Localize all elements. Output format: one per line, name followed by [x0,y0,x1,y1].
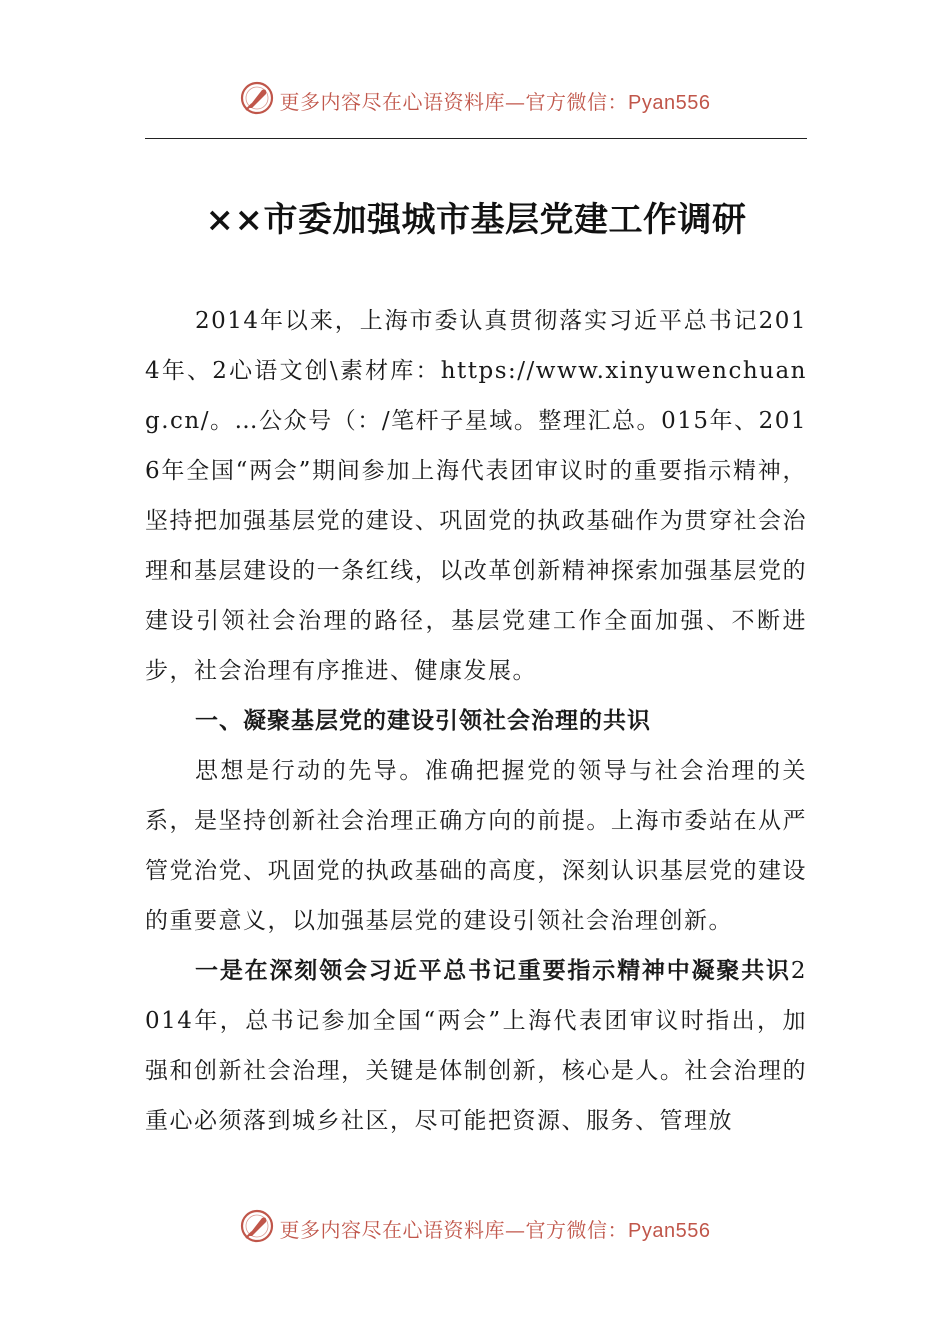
banner-text: 更多内容尽在心语资料库—官方微信：Pyan556 [279,89,711,114]
quill-circle-icon [240,81,274,119]
header-banner [0,80,950,120]
quill-circle-icon [240,1209,274,1247]
document-title: ××市委加强城市基层党建工作调研 [205,200,747,240]
wechat-id: Pyan556 [628,91,711,114]
wechat-id: Pyan556 [628,1219,711,1242]
subsection-lead: 一是在深刻领会习近平总书记重要指示精神中凝聚共识 [195,957,791,984]
document-body [145,296,807,1146]
subsection-text: 2014年，总书记参加全国“两会”上海代表团审议时指出，加强和创新社会治理，关键是体制创新，核心是人。社会治理的重心必须落到城乡社区，尽可能把资源、服务、管理放 [145,958,807,1134]
header-divider [145,138,807,139]
subsection-paragraph [145,946,807,1146]
intro-paragraph: 2014年以来，上海市委认真贯彻落实习近平总书记2014年、2心语文创\素材库：https://www.xinyuwenchuang.cn/。…公众号（：/笔杆子星域。整理汇总。015年、2016年全国“两会”期间参加上海代表团审议时的重要指示精神，坚持把加强基层党的建设、巩固党的执政基础作为贯穿社会治理和基层建设的一条红线，以改革创新精神探索加强基层党的建设引领社会治理的路径，基层党建工作全面加强、不断进步，社会治理有序推进、健康发展。 [145,308,807,684]
footer-banner [0,1208,950,1248]
section-heading: 一、凝聚基层党的建设引领社会治理的共识 [195,708,651,734]
banner-text: 更多内容尽在心语资料库—官方微信：Pyan556 [279,1217,711,1242]
section-paragraph: 思想是行动的先导。准确把握党的领导与社会治理的关系，是坚持创新社会治理正确方向的前提。上海市委站在从严管党治党、巩固党的执政基础的高度，深刻认识基层党的建设的重要意义，以加强基层党的建设引领社会治理创新。 [145,758,807,934]
